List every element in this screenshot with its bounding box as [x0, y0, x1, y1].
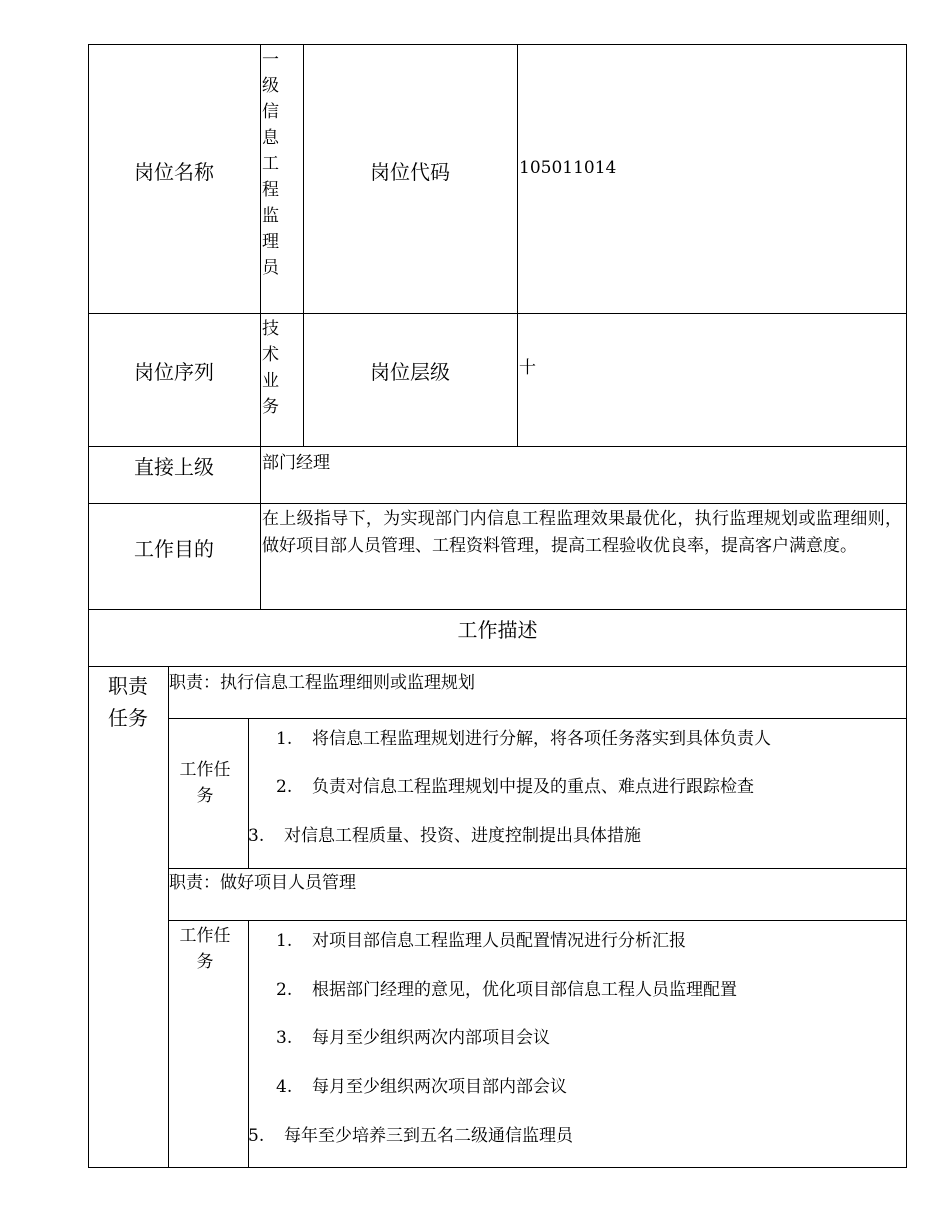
- job-sequence-label: 岗位序列: [134, 360, 214, 384]
- task-item: 3. 对信息工程质量、投资、进度控制提出具体措施: [248, 826, 641, 846]
- task-item: 5. 每年至少培养三到五名二级通信监理员: [248, 1126, 573, 1146]
- row-divider: [88, 666, 907, 667]
- direct-superior-label: 直接上级: [134, 455, 214, 479]
- task-item: 2. 根据部门经理的意见，优化项目部信息工程人员监理配置: [276, 980, 737, 1000]
- task-item: 4. 每月至少组织两次项目部内部会议: [276, 1077, 567, 1097]
- col-divider: [303, 44, 304, 446]
- work-purpose-label: 工作目的: [134, 537, 214, 561]
- row-divider: [88, 503, 907, 504]
- work-purpose-value: 在上级指导下，为实现部门内信息工程监理效果最优化，执行监理规划或监理细则，做好项目部人员管理、工程资料管理，提高工程验收优良率，提高客户满意度。: [262, 509, 902, 556]
- task-label: 工作任务: [179, 760, 231, 806]
- task-item: 3. 每月至少组织两次内部项目会议: [276, 1028, 550, 1048]
- border-right: [906, 44, 907, 1168]
- job-level-value: 十: [519, 358, 536, 378]
- col-divider: [260, 44, 261, 609]
- row-divider: [88, 313, 907, 314]
- task-item: 1. 对项目部信息工程监理人员配置情况进行分析汇报: [276, 931, 686, 951]
- job-code-value: 105011014: [519, 158, 617, 178]
- row-divider: [88, 609, 907, 610]
- col-divider: [517, 44, 518, 446]
- row-divider: [88, 446, 907, 447]
- border-top: [88, 44, 907, 45]
- col-divider: [168, 666, 169, 1168]
- job-title-label: 岗位名称: [134, 160, 214, 184]
- task-item: 1. 将信息工程监理规划进行分解，将各项任务落实到具体负责人: [276, 729, 771, 749]
- duties-label: 职责任务: [108, 674, 148, 730]
- section-title: 工作描述: [457, 618, 538, 642]
- row-divider: [168, 920, 907, 921]
- row-divider: [168, 718, 907, 719]
- border-bottom: [88, 1167, 907, 1168]
- job-title-value: 一级信息工程监理员: [262, 50, 279, 278]
- job-code-label: 岗位代码: [370, 160, 450, 184]
- row-divider: [168, 868, 907, 869]
- task-item: 2. 负责对信息工程监理规划中提及的重点、难点进行跟踪检查: [276, 777, 754, 797]
- duty-title: 职责：做好项目人员管理: [169, 873, 356, 893]
- job-level-label: 岗位层级: [370, 360, 450, 384]
- duty-title: 职责：执行信息工程监理细则或监理规划: [169, 673, 475, 693]
- job-sequence-value: 技术业务: [262, 319, 279, 417]
- direct-superior-value: 部门经理: [262, 453, 330, 473]
- border-left: [88, 44, 89, 1168]
- task-label: 工作任务: [179, 926, 231, 972]
